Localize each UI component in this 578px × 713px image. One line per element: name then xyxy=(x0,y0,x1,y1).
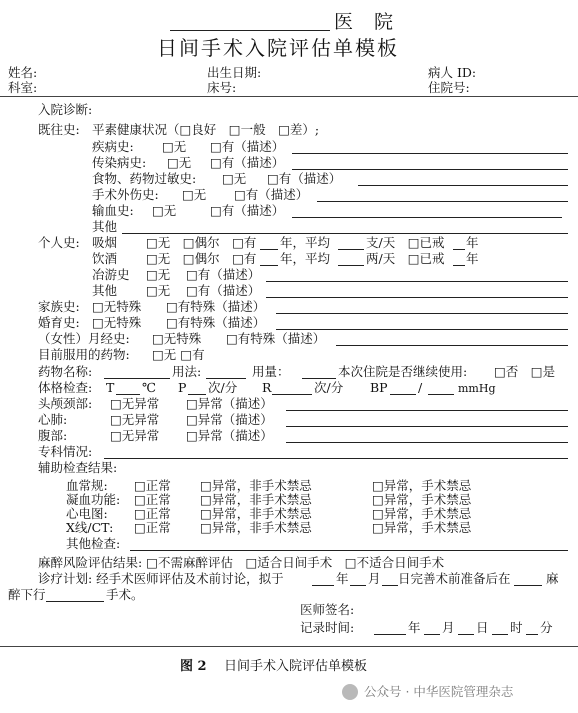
coag-abn-contra: □异常，手术禁忌 xyxy=(372,492,472,507)
family-has-special: □有特殊（描述） xyxy=(166,299,266,314)
plan-month: 月 xyxy=(368,571,381,586)
temp-t: T xyxy=(106,380,115,395)
record-hour-blank xyxy=(492,634,508,635)
watermark-text: 公众号 · 中华医院管理杂志 xyxy=(364,684,514,699)
transfusion-has: □有（描述） xyxy=(210,203,285,218)
admit-no-label: 住院号: xyxy=(428,80,470,95)
plan-year-blank xyxy=(312,585,334,586)
plan-year: 年 xyxy=(336,571,349,586)
travel-blank xyxy=(266,281,568,282)
trauma-has: □有（描述） xyxy=(234,187,309,202)
drink-options: □无 □偶尔 □有 xyxy=(146,251,257,266)
allergy-blank xyxy=(358,185,568,186)
record-min-blank xyxy=(526,634,538,635)
family-blank xyxy=(276,313,568,314)
smoke-unit: 支/天 □已戒 xyxy=(366,235,445,250)
infect-blank xyxy=(292,169,568,170)
doctor-sign-label: 医师签名: xyxy=(300,602,355,617)
marriage-blank xyxy=(276,329,568,330)
allergy-label: 食物、药物过敏史: xyxy=(92,171,197,186)
header-divider xyxy=(0,96,578,97)
dob-label: 出生日期: xyxy=(207,65,262,80)
other-exam-blank xyxy=(130,550,568,551)
footer-divider xyxy=(0,646,578,647)
past-health-status: 平素健康状况（□良好 □一般 □差）; xyxy=(92,122,320,137)
personal-other-none: □无 xyxy=(146,283,171,298)
infect-has: □有（描述） xyxy=(210,155,285,170)
record-year-blank xyxy=(374,634,406,635)
menstrual-blank xyxy=(336,345,568,346)
trauma-none: □无 xyxy=(182,187,207,202)
hospital-label: 医 院 xyxy=(334,11,395,33)
coag-label: 凝血功能: xyxy=(66,492,121,507)
physical-exam-label: 体格检查: xyxy=(38,380,93,395)
plan-text-e: 手术。 xyxy=(106,587,144,602)
resp-r: R xyxy=(262,380,272,395)
infect-none: □无 xyxy=(167,155,192,170)
record-hour: 时 xyxy=(510,620,523,635)
pid-label: 病人 ID: xyxy=(428,65,477,80)
resp-unit: 次/分 xyxy=(314,380,344,395)
heart-lung-label: 心肺: xyxy=(38,412,68,427)
drink-quit-year: 年 xyxy=(466,251,479,266)
head-neck-label: 头颅颈部: xyxy=(38,396,93,411)
bp-slash: / xyxy=(418,380,423,395)
drink-year-avg: 年，平均 xyxy=(280,251,331,266)
pulse-p: P xyxy=(178,380,187,395)
diagnosis-label: 入院诊断: xyxy=(38,102,93,117)
plan-text-b: 日完善术前准备后在 xyxy=(398,571,511,586)
coag-normal: □正常 xyxy=(134,492,171,507)
travel-none: □无 xyxy=(146,267,171,282)
abdomen-label: 腹部: xyxy=(38,428,68,443)
family-no-special: □无特殊 xyxy=(92,299,142,314)
record-day: 日 xyxy=(476,620,489,635)
hospital-name-blank xyxy=(170,30,330,31)
smoke-year-avg: 年，平均 xyxy=(280,235,331,250)
coag-abn-ok: □异常，非手术禁忌 xyxy=(200,492,312,507)
blood-routine-label: 血常规: xyxy=(66,478,108,493)
xray-abn-contra: □异常，手术禁忌 xyxy=(372,520,472,535)
personal-other-has: □有（描述） xyxy=(186,283,261,298)
menstrual-no-special: □无特殊 xyxy=(152,331,202,346)
smoke-amount-blank xyxy=(338,249,364,250)
trauma-label: 手术外伤史: xyxy=(92,187,159,202)
smoke-years-blank xyxy=(260,249,278,250)
current-meds-label: 目前服用的药物: xyxy=(38,347,130,362)
temp-unit: ℃ xyxy=(142,380,156,395)
marriage-history-label: 婚育史: xyxy=(38,315,80,330)
usage-blank xyxy=(206,378,246,379)
personal-other-blank xyxy=(266,297,568,298)
aux-exam-label: 辅助检查结果: xyxy=(38,460,118,475)
ecg-abn-contra: □异常，手术禁忌 xyxy=(372,506,472,521)
blood-abn-contra: □异常，手术禁忌 xyxy=(372,478,472,493)
figure-caption: 日间手术入院评估单模板 xyxy=(224,659,368,674)
record-year: 年 xyxy=(408,620,421,635)
ecg-normal: □正常 xyxy=(134,506,171,521)
smoke-label: 吸烟 xyxy=(92,235,118,250)
drink-quit-blank xyxy=(453,265,465,266)
plan-text-a: 诊疗计划: 经手术医师评估及术前讨论，拟于 xyxy=(38,571,284,586)
infect-history-label: 传染病史: xyxy=(92,155,147,170)
drug-name-label: 药物名称: xyxy=(38,364,93,379)
abdomen-normal: □无异常 xyxy=(110,428,160,443)
current-meds-yes-no: □无 □有 xyxy=(152,347,205,362)
family-history-label: 家族史: xyxy=(38,299,80,314)
abdomen-blank xyxy=(286,442,568,443)
record-min: 分 xyxy=(540,620,553,635)
drug-name-blank xyxy=(104,378,170,379)
page-title: 日间手术入院评估单模板 xyxy=(157,36,399,60)
heart-abnormal: □异常（描述） xyxy=(186,412,273,427)
name-label: 姓名: xyxy=(8,65,38,80)
abdomen-abnormal: □异常（描述） xyxy=(186,428,273,443)
record-time-label: 记录时间: xyxy=(300,620,355,635)
head-blank xyxy=(286,410,568,411)
dose-label: 用量： xyxy=(252,364,290,379)
continue-use-label: 本次住院是否继续使用: xyxy=(338,364,468,379)
drink-unit: 两/天 □已戒 xyxy=(366,251,445,266)
bp-label: BP xyxy=(370,380,388,395)
dept-label: 科室: xyxy=(8,80,38,95)
personal-history-label: 个人史: xyxy=(38,235,80,250)
allergy-none: □无 xyxy=(222,171,247,186)
smoke-quit-blank xyxy=(453,249,465,250)
disease-none: □无 xyxy=(162,139,187,154)
menstrual-has-special: □有特殊（描述） xyxy=(226,331,326,346)
plan-day-blank xyxy=(382,585,398,586)
anesthesia-assessment: 麻醉风险评估结果: □不需麻醉评估 □适合日间手术 □不适合日间手术 xyxy=(38,555,445,570)
travel-has: □有（描述） xyxy=(186,267,261,282)
disease-blank xyxy=(292,153,568,154)
head-abnormal: □异常（描述） xyxy=(186,396,273,411)
drink-years-blank xyxy=(260,265,278,266)
bp-sys-blank xyxy=(390,394,416,395)
plan-month-blank xyxy=(350,585,366,586)
bp-dia-blank xyxy=(428,394,454,395)
menstrual-history-label: （女性）月经史: xyxy=(38,331,130,346)
smoke-quit-year: 年 xyxy=(466,235,479,250)
plan-text-d: 醉下行 xyxy=(8,587,46,602)
specialty-blank xyxy=(104,458,568,459)
usage-label: 用法: xyxy=(172,364,202,379)
ecg-abn-ok: □异常，非手术禁忌 xyxy=(200,506,312,521)
record-month-blank xyxy=(424,634,440,635)
continue-use-options: □否 □是 xyxy=(494,364,556,379)
transfusion-none: □无 xyxy=(152,203,177,218)
ecg-label: 心电图: xyxy=(66,506,108,521)
xray-label: X线/CT: xyxy=(66,520,114,535)
other-exam-label: 其他检查: xyxy=(66,536,121,551)
transfusion-blank xyxy=(292,217,562,218)
record-day-blank xyxy=(458,634,474,635)
trauma-blank xyxy=(317,201,568,202)
record-month: 月 xyxy=(442,620,455,635)
personal-other-label: 其他 xyxy=(92,283,118,298)
plan-surgery-blank xyxy=(46,601,104,602)
resp-blank xyxy=(272,394,312,395)
plan-text-c: 麻 xyxy=(546,571,559,586)
blood-normal: □正常 xyxy=(134,478,171,493)
bed-label: 床号: xyxy=(207,80,237,95)
drink-amount-blank xyxy=(338,265,364,266)
xray-normal: □正常 xyxy=(134,520,171,535)
travel-label: 冶游史 xyxy=(92,267,130,282)
past-history-label: 既往史: xyxy=(38,122,80,137)
specialty-label: 专科情况: xyxy=(38,444,93,459)
pulse-blank xyxy=(188,394,206,395)
allergy-has: □有（描述） xyxy=(267,171,342,186)
past-other-label: 其他 xyxy=(92,219,118,234)
disease-has: □有（描述） xyxy=(210,139,285,154)
transfusion-label: 输血史: xyxy=(92,203,134,218)
temp-blank xyxy=(116,394,140,395)
figure-number: 图 2 xyxy=(180,659,207,674)
marriage-no-special: □无特殊 xyxy=(92,315,142,330)
disease-history-label: 疾病史: xyxy=(92,139,134,154)
marriage-has-special: □有特殊（描述） xyxy=(166,315,266,330)
dose-blank xyxy=(302,378,336,379)
heart-normal: □无异常 xyxy=(110,412,160,427)
blood-abn-ok: □异常，非手术禁忌 xyxy=(200,478,312,493)
drink-label: 饮酒 xyxy=(92,251,118,266)
plan-place-blank xyxy=(514,585,542,586)
smoke-options: □无 □偶尔 □有 xyxy=(146,235,257,250)
pulse-unit: 次/分 xyxy=(208,380,238,395)
xray-abn-ok: □异常，非手术禁忌 xyxy=(200,520,312,535)
head-normal: □无异常 xyxy=(110,396,160,411)
past-other-blank xyxy=(122,233,568,234)
heart-blank xyxy=(286,426,568,427)
bp-unit: mmHg xyxy=(458,382,496,395)
wechat-icon xyxy=(342,684,358,700)
